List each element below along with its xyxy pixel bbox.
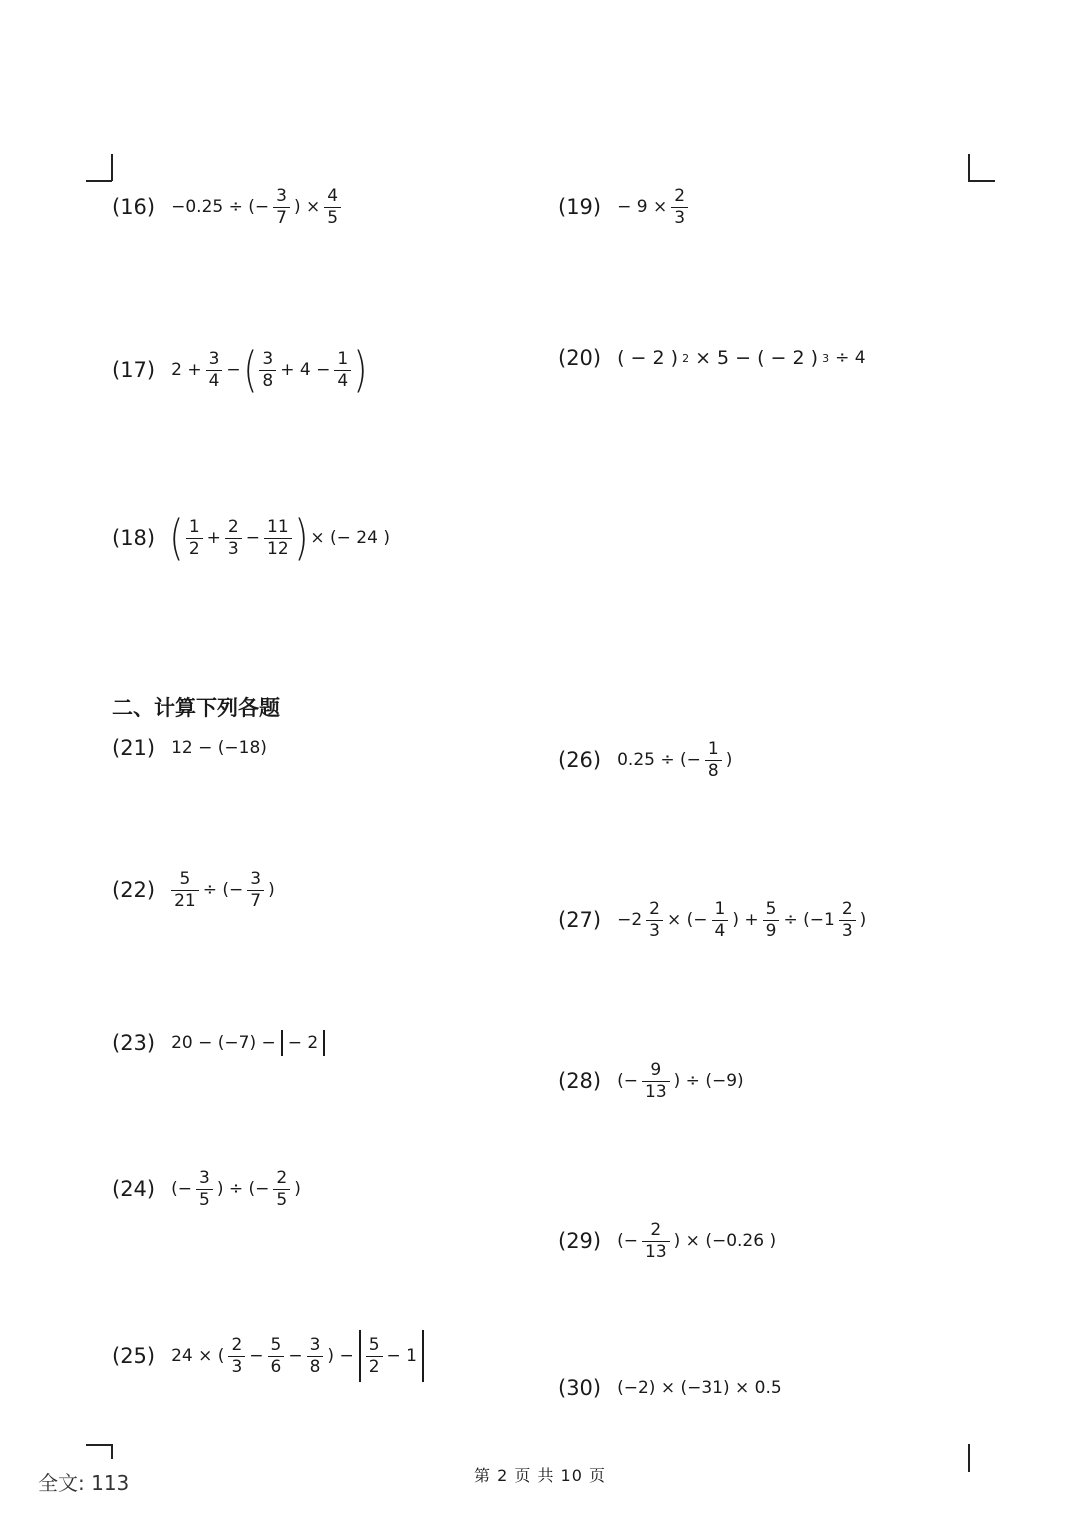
- denominator: 3: [225, 538, 242, 558]
- problem-number: (23): [112, 1030, 156, 1055]
- fraction: [646, 901, 663, 940]
- fraction: [259, 348, 276, 391]
- denominator: 13: [642, 1241, 670, 1261]
- absolute-bar-left: [359, 1330, 361, 1382]
- expr-text: ): [294, 1179, 301, 1199]
- problem-number: (18): [112, 525, 156, 550]
- expr-text: +: [206, 527, 221, 548]
- problem-number: (24): [112, 1177, 156, 1201]
- problem-28: [558, 1062, 746, 1101]
- fraction: [206, 348, 223, 391]
- problem-27: [558, 901, 868, 940]
- crop-mark-bottom-left-h: [86, 1444, 112, 1446]
- problem-number: (28): [558, 1069, 602, 1093]
- fraction: [228, 1334, 245, 1377]
- denominator: 7: [273, 207, 290, 227]
- expr-text: −: [288, 1345, 303, 1366]
- problem-number: (16): [112, 195, 156, 219]
- exponent: 2: [682, 352, 690, 365]
- expr-text: (−2) × (−31) × 0.5: [617, 1378, 782, 1398]
- fraction: [273, 188, 290, 227]
- denominator: 4: [206, 370, 223, 390]
- problem-number: (29): [558, 1229, 602, 1253]
- problem-20: [558, 348, 868, 369]
- expr-text: −: [226, 359, 241, 380]
- denominator: 12: [264, 538, 292, 558]
- numerator: 1: [714, 899, 726, 919]
- denominator: 4: [334, 370, 351, 390]
- expr-text: (−: [617, 1071, 638, 1091]
- denominator: 2: [366, 1356, 383, 1376]
- expr-text: ( − 2 ): [617, 347, 679, 369]
- fraction: [268, 1334, 285, 1377]
- expr-text: 12 − (−18): [171, 738, 267, 758]
- expr-text: 0.25 ÷ (−: [617, 750, 701, 770]
- denominator: 21: [171, 890, 199, 910]
- numerator: 3: [208, 348, 220, 369]
- denominator: 8: [307, 1356, 324, 1376]
- denominator: 4: [712, 920, 729, 940]
- numerator: 2: [650, 1220, 662, 1240]
- crop-mark-bottom-left-v: [111, 1444, 113, 1459]
- numerator: 4: [327, 186, 339, 206]
- expr-text: ÷ (−1: [783, 910, 835, 930]
- numerator: 2: [674, 186, 686, 206]
- expr-text: ) × (−0.26 ): [673, 1231, 777, 1251]
- numerator: 5: [765, 899, 777, 919]
- numerator: 5: [179, 869, 191, 889]
- problem-25: [112, 1330, 427, 1382]
- denominator: 3: [646, 920, 663, 940]
- denominator: 3: [671, 207, 688, 227]
- footer-left-text: 全文: 113: [38, 1471, 130, 1495]
- crop-mark-top-right-v: [968, 154, 970, 181]
- numerator: 2: [649, 899, 660, 919]
- expr-text: ) ÷ (−9): [673, 1071, 744, 1091]
- fraction: [225, 516, 242, 559]
- denominator: 13: [642, 1081, 670, 1101]
- fraction: [171, 871, 199, 910]
- expr-text: ) −: [327, 1345, 354, 1366]
- fraction: [324, 188, 341, 227]
- fraction: [763, 901, 780, 940]
- fraction: [642, 1222, 670, 1261]
- fraction: [366, 1334, 383, 1377]
- numerator: 2: [227, 516, 239, 537]
- absolute-bar-right: [323, 1030, 325, 1056]
- expr-text: × (− 24 ): [310, 527, 390, 548]
- problem-26: [558, 741, 734, 780]
- left-paren: (: [169, 510, 184, 566]
- expr-text: ): [268, 880, 275, 900]
- expr-text: ) +: [732, 910, 759, 930]
- numerator: 1: [707, 739, 719, 759]
- numerator: 5: [270, 1334, 282, 1355]
- fraction: [247, 871, 264, 910]
- expr-text: × (−: [667, 910, 708, 930]
- denominator: 5: [196, 1189, 213, 1209]
- fraction: [705, 741, 722, 780]
- numerator: 3: [250, 869, 262, 889]
- expr-text: −2: [617, 910, 643, 930]
- section-title: 二、计算下列各题: [112, 696, 280, 720]
- fraction: [196, 1170, 213, 1209]
- denominator: 3: [228, 1356, 245, 1376]
- problem-number: (22): [112, 878, 156, 902]
- problem-24: [112, 1170, 303, 1209]
- numerator: 3: [199, 1168, 210, 1188]
- expr-text: ) ÷ (−: [216, 1179, 270, 1199]
- expr-text: (−: [617, 1231, 638, 1251]
- numerator: 1: [337, 348, 349, 369]
- problem-16: [112, 188, 343, 227]
- crop-mark-top-right-h: [968, 180, 995, 182]
- problem-18: [112, 510, 392, 566]
- expr-text: × 5 − ( − 2 ): [695, 347, 819, 369]
- numerator: 5: [368, 1334, 380, 1355]
- problem-17: [112, 342, 368, 398]
- numerator: 2: [276, 1168, 288, 1188]
- expr-text: ÷ (−: [202, 880, 244, 900]
- numerator: 3: [276, 186, 287, 206]
- expr-text: ) ×: [293, 197, 321, 217]
- fraction: [186, 516, 203, 559]
- absolute-bar-left: [281, 1030, 283, 1056]
- fraction: [264, 516, 292, 559]
- expr-text: −: [249, 1345, 264, 1366]
- expr-text: 24 × (: [171, 1345, 225, 1366]
- problem-number: (27): [558, 908, 602, 932]
- denominator: 8: [259, 370, 276, 390]
- expr-text: −: [245, 527, 260, 548]
- problem-number: (21): [112, 736, 156, 760]
- numerator: 11: [267, 516, 289, 537]
- denominator: 8: [705, 760, 722, 780]
- crop-mark-top-left-h: [86, 180, 112, 182]
- denominator: 5: [273, 1189, 290, 1209]
- crop-mark-top-left-v: [111, 154, 113, 181]
- problem-number: (26): [558, 748, 602, 772]
- absolute-bar-right: [422, 1330, 424, 1382]
- problem-number: (17): [112, 357, 156, 382]
- denominator: 5: [324, 207, 341, 227]
- right-paren: ): [353, 342, 368, 398]
- expr-text: ): [725, 750, 733, 770]
- numerator: 3: [262, 348, 274, 369]
- expr-text: (−: [171, 1179, 192, 1199]
- numerator: 2: [841, 899, 853, 919]
- left-paren: (: [242, 342, 258, 398]
- numerator: 2: [231, 1334, 243, 1355]
- denominator: 2: [186, 538, 203, 558]
- expr-text: −0.25 ÷ (−: [171, 197, 270, 217]
- fraction: [839, 901, 856, 940]
- fraction: [671, 188, 688, 227]
- right-paren: ): [293, 510, 309, 566]
- denominator: 6: [268, 1356, 285, 1376]
- problem-19: [558, 188, 690, 227]
- problem-number: (30): [558, 1376, 602, 1400]
- expr-text: 20 − (−7) −: [171, 1032, 276, 1053]
- fraction: [307, 1334, 324, 1377]
- problem-22: [112, 871, 277, 910]
- numerator: 3: [309, 1334, 321, 1355]
- expr-text: − 1: [386, 1345, 417, 1366]
- page-footer: 第 2 页 共 10 页: [474, 1466, 606, 1485]
- expr-text: ÷ 4: [835, 348, 866, 368]
- numerator: 1: [188, 516, 200, 537]
- problem-number: (19): [558, 195, 602, 219]
- problem-29: [558, 1222, 778, 1261]
- expr-text: + 4 −: [280, 359, 331, 380]
- problem-23: [112, 1030, 328, 1056]
- numerator: 9: [650, 1060, 662, 1080]
- problem-number: (25): [112, 1343, 156, 1368]
- expr-text: − 2: [287, 1032, 319, 1053]
- expr-text: − 9 ×: [617, 197, 668, 217]
- exponent: 3: [822, 352, 830, 365]
- fraction: [273, 1170, 290, 1209]
- problem-number: (20): [558, 346, 602, 370]
- problem-30: [558, 1378, 784, 1399]
- fraction: [334, 348, 351, 391]
- denominator: 7: [247, 890, 264, 910]
- problem-21: [112, 738, 269, 759]
- fraction: [712, 901, 729, 940]
- expr-text: 2 +: [171, 359, 202, 380]
- denominator: 3: [839, 920, 856, 940]
- expr-text: ): [859, 910, 867, 930]
- fraction: [642, 1062, 670, 1101]
- denominator: 9: [763, 920, 780, 940]
